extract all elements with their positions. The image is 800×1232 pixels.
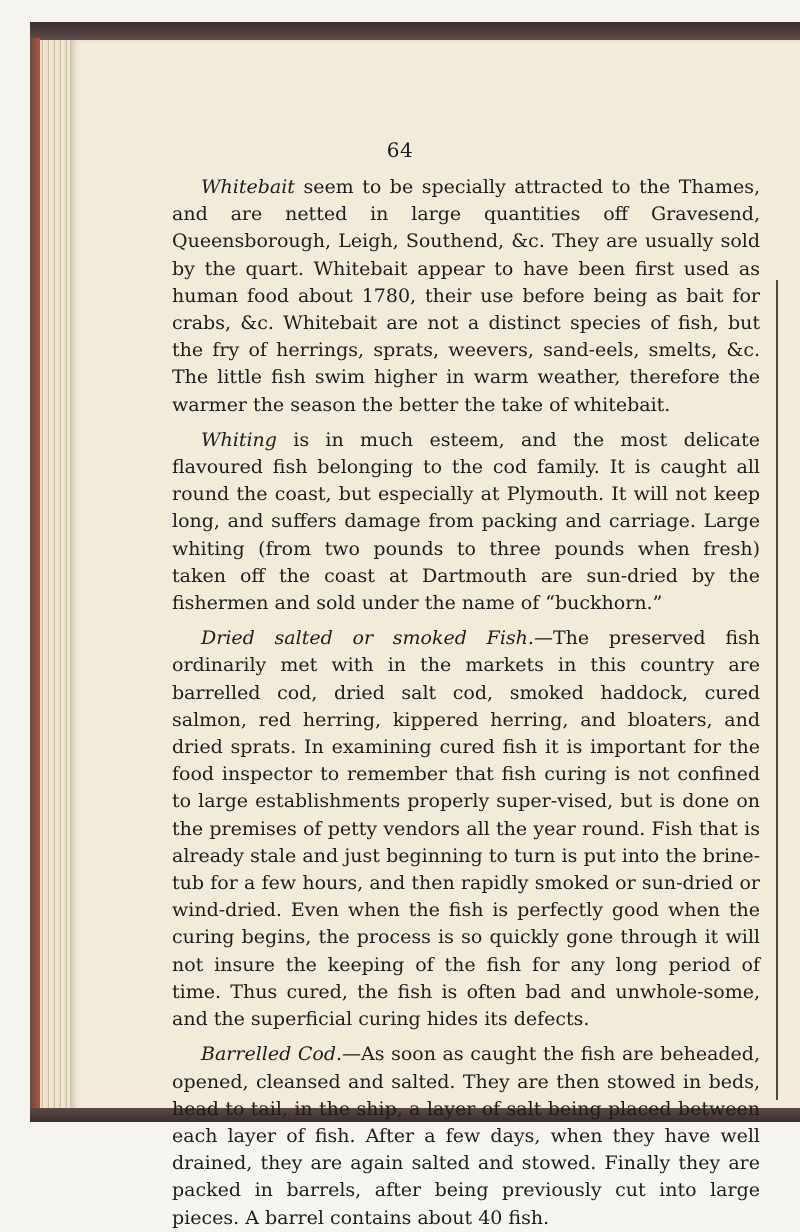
paragraph-barrelled-cod bbox=[172, 1041, 760, 1231]
paragraph-whiting bbox=[172, 427, 760, 617]
paragraph-dried-salted-fish bbox=[172, 625, 760, 1033]
paragraph-body: —As soon as caught the fish are beheaded, opened, cleansed and salted. They are then stowed in beds, head to tail, in the ship, a layer of salt being placed between each layer of fish. After a few days, when they have well drained, they are again salted and stowed. Finally they are packed in barrels, after being previously cut into large pieces. A barrel contains about 40 fish. bbox=[172, 1043, 761, 1229]
page-edges bbox=[40, 40, 70, 1115]
book-cover-edge bbox=[30, 38, 40, 1118]
paragraph-lead: Dried salted or smoked Fish. bbox=[201, 627, 534, 650]
paragraph-body: —The preserved fish ordinarily met with in the markets in this country are barrelled cod, dried salt cod, smoked haddock, cured salmon, red herring, kippered herring, and bloaters, and dried sprats. In examining cured fish it is important for the food inspector to remember that fish curing is not confined to large establishments properly super-vised, but is done on the premises of petty vendors all the year round. Fish that is already stale and just beginning to turn is put into the brine-tub for a few hours, and then rapidly smoked or sun-dried or wind-dried. Even when the fish is perfectly good when the curing begins, the process is so quickly gone through it will not insure the keeping of the fish for any long period of time. Thus cured, the fish is often bad and unwhole-some, and the superficial curing hides its defects. bbox=[172, 627, 760, 1031]
paragraph-whitebait bbox=[172, 174, 760, 419]
paragraph-body: seem to be specially attracted to the Thames, and are netted in large quantities off Gravesend, Queensborough, Leigh, Southend, &c. They are usually sold by the quart. Whitebait appear to have been first used as human food about 1780, their use before being as bait for crabs, &c. Whitebait are not a distinct species of fish, but the fry of herrings, sprats, weevers, sand-eels, smelts, &c. The little fish swim higher in warm weather, therefore the warmer the season the better the take of whitebait. bbox=[172, 176, 760, 416]
paragraph-lead: Whitebait bbox=[201, 176, 295, 198]
page-number: 64 bbox=[386, 138, 414, 162]
paragraph-lead: Barrelled Cod. bbox=[201, 1043, 343, 1066]
body-text bbox=[172, 174, 760, 1232]
page-right-edge bbox=[776, 280, 778, 1100]
paragraph-body: is in much esteem, and the most delicate flavoured fish belonging to the cod family. It is caught all round the coast, but especially at Plymouth. It will not keep long, and suffers damage from packing and carriage. Large whiting (from two pounds to three pounds when fresh) taken off the coast at Dartmouth are sun-dried by the fishermen and sold under the name of “buckhorn.” bbox=[172, 428, 760, 615]
paragraph-lead: Whiting bbox=[201, 428, 277, 451]
